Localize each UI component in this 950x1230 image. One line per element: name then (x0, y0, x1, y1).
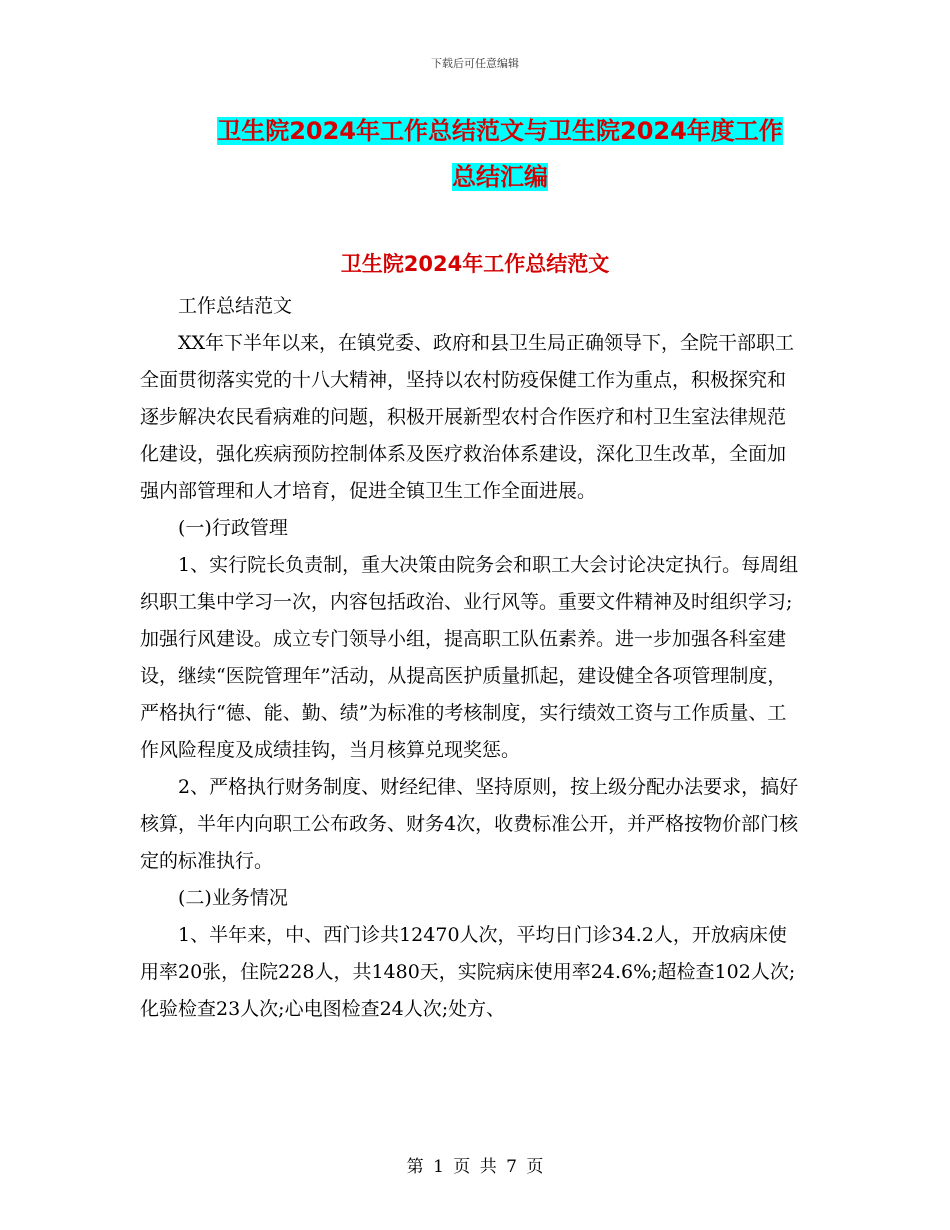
header-note: 下载后可任意编辑 (431, 57, 519, 70)
subheading-business: (二)业务情况 (178, 887, 288, 909)
title-line-1: 卫生院2024年工作总结范文与卫生院2024年度工作 (217, 117, 783, 145)
document-body (140, 288, 800, 1028)
paragraph-overview: XX年下半年以来，在镇党委、政府和县卫生局正确领导下，全院干部职工全面贯彻落实党的十八大精神，坚持以农村防疫保健工作为重点，积极探究和逐步解决农民看病难的问题，积极开展新型农村合作医疗和村卫生室法律规范化建设，强化疾病预防控制体系及医疗救治体系建设，深化卫生改革，全面加强内部管理和人才培育，促进全镇卫生工作全面进展。 (140, 332, 795, 502)
subheading-administration: (一)行政管理 (178, 517, 288, 539)
title-line-2: 总结汇编 (452, 163, 548, 191)
page-footer: 第 1 页 共 7 页 (406, 1157, 544, 1177)
paragraph-admin-2: 2、严格执行财务制度、财经纪律、坚持原则，按上级分配办法要求，搞好核算，半年内向职工公布政务、财务4次，收费标准公开，并严格按物价部门核定的标准执行。 (140, 776, 799, 872)
document-title (150, 108, 850, 200)
section-title: 卫生院2024年工作总结范文 (340, 252, 610, 276)
paragraph-admin-1: 1、实行院长负责制，重大决策由院务会和职工大会讨论决定执行。每周组织职工集中学习一次，内容包括政治、业行风等。重要文件精神及时组织学习;加强行风建设。成立专门领导小组，提高职工队伍素养。进一步加强各科室建设，继续“医院管理年”活动，从提高医护质量抓起，建设健全各项管理制度，严格执行“德、能、勤、绩”为标准的考核制度，实行绩效工资与工作质量、工作风险程度及成绩挂钩，当月核算兑现奖惩。 (140, 554, 799, 761)
paragraph-intro-label: 工作总结范文 (178, 295, 293, 317)
paragraph-business-1: 1、半年来，中、西门诊共12470人次，平均日门诊34.2人，开放病床使用率20张，住院228人，共1480天，实院病床使用率24.6%;超检查102人次;化验检查23人次;心电图检查24人次;处方、 (140, 924, 796, 1020)
